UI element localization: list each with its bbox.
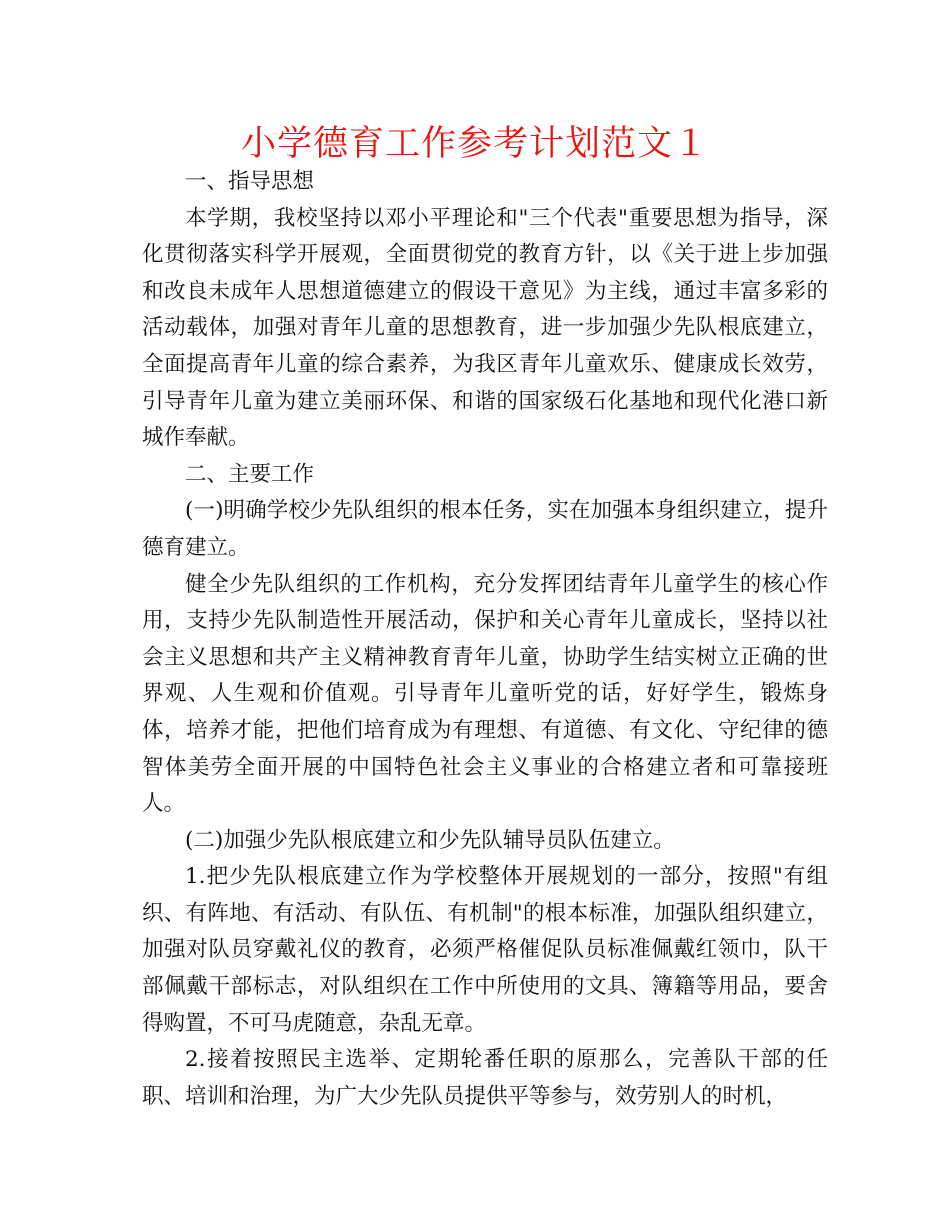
paragraph: 健全少先队组织的工作机构，充分发挥团结青年儿童学生的核心作用，支持少先队制造性开展活动，保护和关心青年儿童成长，坚持以社会主义思想和共产主义精神教育青年儿童，协助学生结实树立正确的世界观、人生观和价值观。引导青年儿童听党的话，好好学生，锻炼身体，培养才能，把他们培育成为有理想、有道德、有文化、守纪律的德智体美劳全面开展的中国特色社会主义事业的合格建立者和可靠接班人。 xyxy=(142,571,828,817)
paragraph: 2.接着按照民主选举、定期轮番任职的原那么，完善队干部的任职、培训和治理，为广大少先队员提供平等参与，效劳别人的时机， xyxy=(142,1047,828,1109)
document-body xyxy=(142,164,828,1115)
paragraph: (一)明确学校少先队组织的根本任务，实在加强本身组织建立，提升德育建立。 xyxy=(142,498,828,560)
paragraph: 1.把少先队根底建立作为学校整体开展规划的一部分，按照"有组织、有阵地、有活动、有队伍、有机制"的根本标准，加强队组织建立，加强对队员穿戴礼仪的教育，必须严格催促队员标准佩戴红领巾，队干部佩戴干部标志，对队组织在工作中所使用的文具、簿籍等用品，要舍得购置，不可马虎随意，杂乱无章。 xyxy=(142,864,828,1036)
section-heading-guiding-ideology: 一、指导思想 xyxy=(185,169,315,194)
paragraph: 本学期，我校坚持以邓小平理论和"三个代表"重要思想为指导，深化贯彻落实科学开展观，全面贯彻党的教育方针，以《关于进上步加强和改良未成年人思想道德建立的假设干意见》为主线，通过丰富多彩的活动载体，加强对青年儿童的思想教育，进一步加强少先队根底建立，全面提高青年儿童的综合素养，为我区青年儿童欢乐、健康成长效劳，引导青年儿童为建立美丽环保、和谐的国家级石化基地和现代化港口新城作奉献。 xyxy=(142,205,828,451)
document-title: 小学德育工作参考计划范文１ xyxy=(240,124,709,164)
paragraph: (二)加强少先队根底建立和少先队辅导员队伍建立。 xyxy=(185,827,675,853)
section-heading-main-work: 二、主要工作 xyxy=(185,461,315,487)
